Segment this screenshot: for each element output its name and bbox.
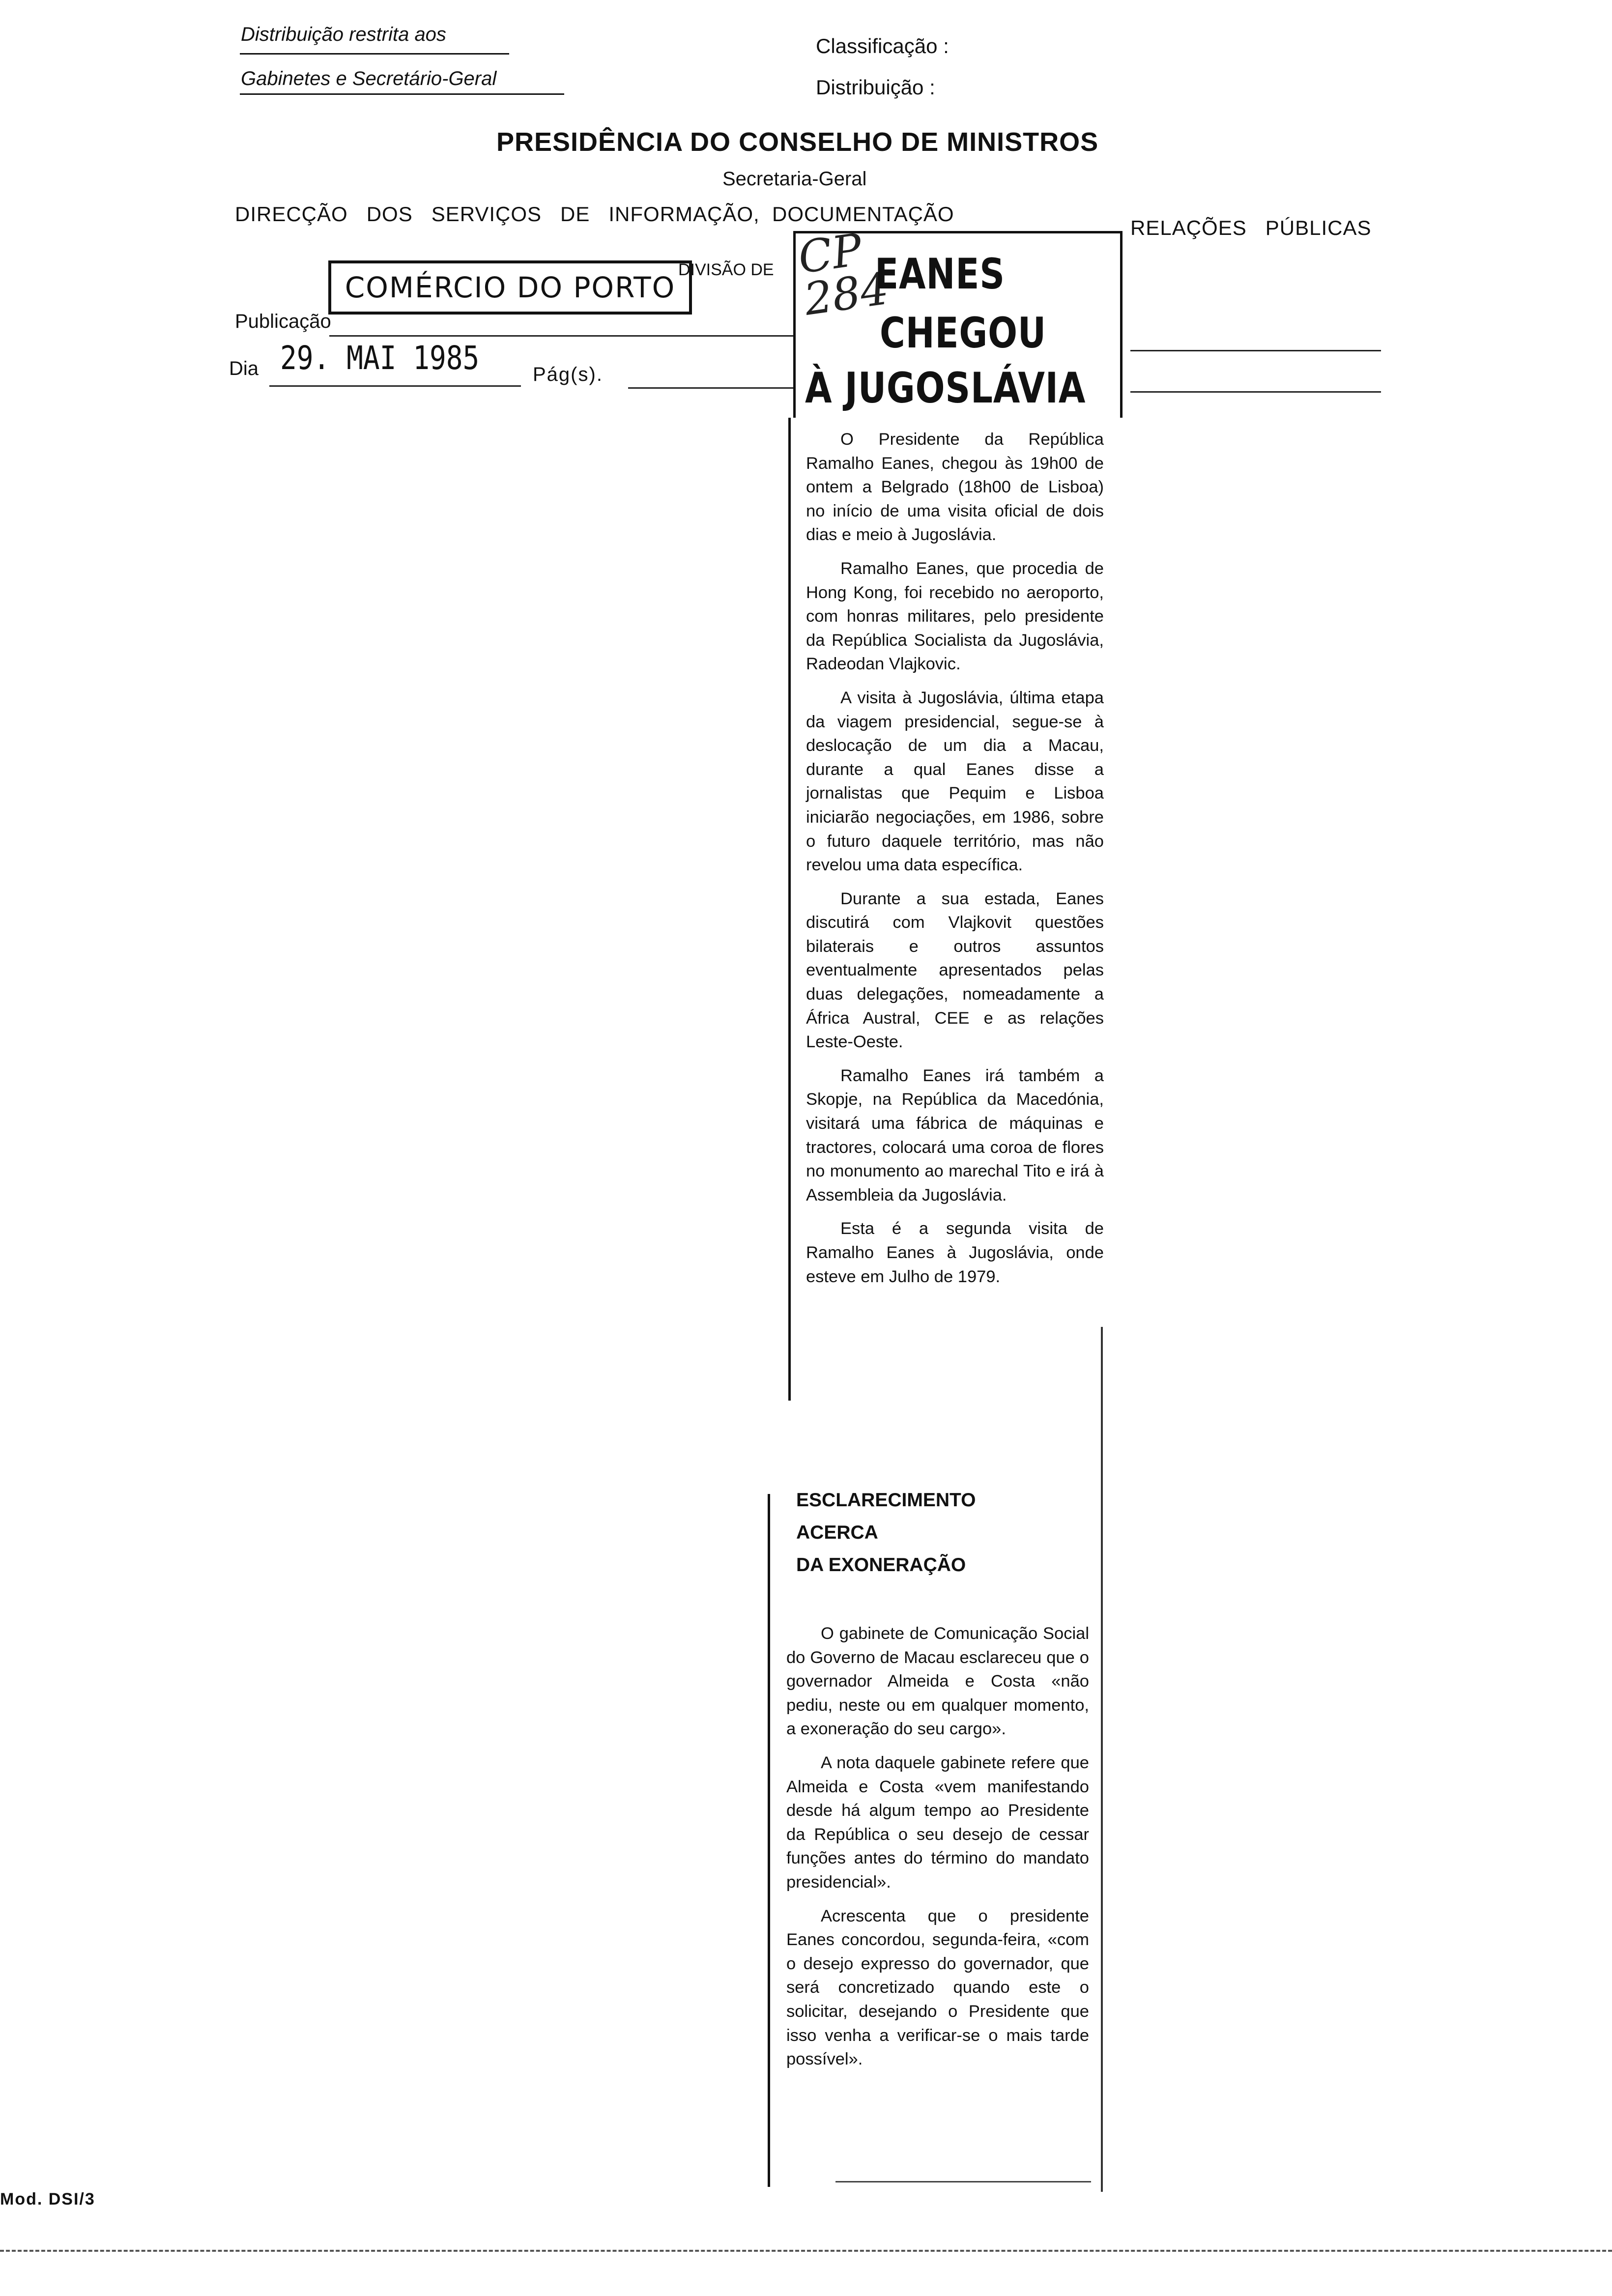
scan-edge-line — [0, 2250, 1612, 2252]
subheadline-line-2: ACERCA — [796, 1522, 878, 1543]
article-paragraph: O gabinete de Comunicação Social do Governo de Macau esclareceu que o governador Almeida e Costa «não pediu, neste ou em qualquer momento, a exoneração do seu cargo». — [786, 1624, 1089, 1739]
handwritten-reference-note: CP 284 — [795, 224, 892, 326]
form-code: Mod. DSI/3 — [0, 2190, 95, 2209]
column-rule-right — [1101, 1327, 1103, 2192]
pags-label: Pág(s). — [533, 364, 603, 385]
dia-label: Dia — [229, 358, 259, 379]
article-paragraph: Esta é a segunda visita de Ramalho Eanes à Jugoslávia, onde esteve em Julho de 1979. — [806, 1219, 1104, 1286]
publicacao-line — [329, 335, 795, 337]
column-rule-left — [788, 418, 791, 1401]
clipping-bottom-rule — [835, 2181, 1091, 2182]
classificacao-label: Classificação : — [816, 34, 949, 57]
underline-restricted-2 — [240, 93, 564, 95]
date-stamp: 29. MAI 1985 — [280, 339, 480, 377]
subheadline-line-1: ESCLARECIMENTO — [796, 1490, 976, 1511]
article-body-2 — [786, 1622, 1089, 2081]
publication-stamp — [328, 260, 692, 315]
publicacao-line-right — [1130, 350, 1381, 351]
article-paragraph: Acrescenta que o presidente Eanes concordou, segunda-feira, «com o desejo expresso do governador, que será concretizado quando este o solicitar, desejando o Presidente que isso venha a verificar-se o mais tarde possível». — [786, 1906, 1089, 2069]
restricted-distribution-line1: Distribuição restrita aos — [241, 24, 446, 45]
directorate-line: DIRECÇÃO DOS SERVIÇOS DE INFORMAÇÃO, DOCUMENTAÇÃO — [235, 202, 954, 226]
article-paragraph: A nota daquele gabinete refere que Almeida e Costa «vem manifestando desde há algum tempo ao Presidente da República o seu desejo de cessar funções antes do término do mandato presidencial». — [786, 1753, 1089, 1892]
article-paragraph: Ramalho Eanes irá também a Skopje, na República da Macedónia, visitará uma fábrica de máquinas e tractores, colocará uma coroa de flores no monumento ao marechal Tito e irá à Assembleia da Jugoslávia. — [806, 1066, 1104, 1205]
article-paragraph: Durante a sua estada, Eanes discutirá com Vlajkovit questões bilaterais e outros assuntos eventualmente apresentados pelas duas delegações, nomeadamente a África Austral, CEE e as relações Leste-Oeste. — [806, 889, 1104, 1052]
article-paragraph: A visita à Jugoslávia, última etapa da viagem presidencial, segue-se à deslocação de um dia a Macau, durante a qual Eanes disse a jornalistas que Pequim e Lisboa iniciarão negociações, em 1986, sobre o futuro daquele território, mas não revelou uma data específica. — [806, 688, 1104, 875]
org-title: PRESIDÊNCIA DO CONSELHO DE MINISTROS — [496, 127, 1099, 157]
pags-line — [628, 387, 795, 389]
article-paragraph: Ramalho Eanes, que procedia de Hong Kong, foi recebido no aeroporto, com honras militares, pelo presidente da República Socialista da Jugoslávia, Radeodan Vlajkovic. — [806, 559, 1104, 674]
headline-line-1: EANES — [875, 250, 1005, 299]
dia-line — [269, 385, 521, 387]
publicacao-label: Publicação — [235, 311, 331, 332]
underline-restricted-1 — [240, 53, 509, 55]
pags-line-right — [1130, 391, 1381, 393]
headline-line-2: CHEGOU — [880, 309, 1046, 358]
publication-stamp-text: COMÉRCIO DO PORTO — [345, 271, 676, 304]
headline-line-3: À JUGOSLÁVIA — [805, 364, 1086, 413]
directorate-line-right: RELAÇÕES PÚBLICAS — [1130, 216, 1372, 239]
article-body — [806, 428, 1104, 1298]
distribuicao-label: Distribuição : — [816, 76, 935, 99]
article-paragraph: O Presidente da República Ramalho Eanes, chegou às 19h00 de ontem a Belgrado (18h00 de Lisboa) no início de uma visita oficial de dois dias e meio à Jugoslávia. — [806, 430, 1104, 545]
org-subtitle: Secretaria-Geral — [722, 168, 867, 190]
restricted-distribution-line2: Gabinetes e Secretário-Geral — [241, 68, 497, 89]
division-label: DIVISÃO DE — [678, 260, 774, 279]
subheadline-line-3: DA EXONERAÇÃO — [796, 1554, 966, 1576]
column-rule-left-lower — [768, 1494, 770, 2187]
